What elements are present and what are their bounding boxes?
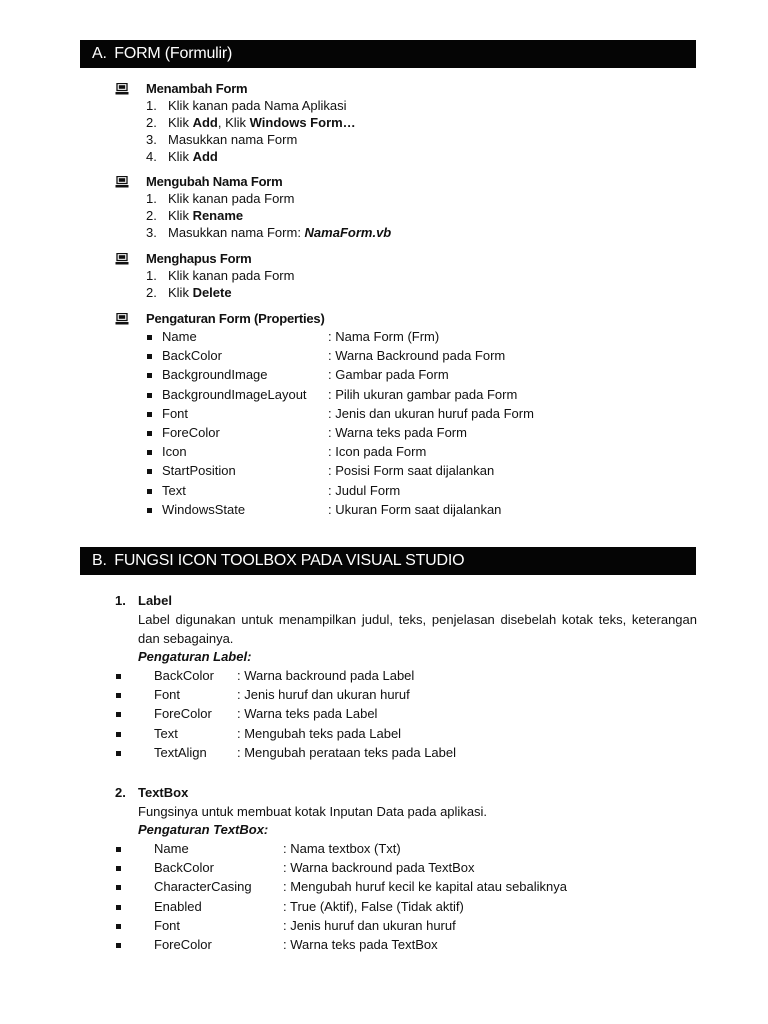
step-item: 4. Klik Add [146, 149, 218, 164]
settings-title: Pengaturan Label: [138, 649, 252, 664]
item-number: 1. [115, 593, 126, 608]
section-b-title: FUNGSI ICON TOOLBOX PADA VISUAL STUDIO [114, 552, 465, 569]
toolbox-item-label [115, 592, 697, 762]
section-a-title: FORM (Formulir) [114, 45, 233, 62]
property-row: BackgroundImageLayout : Pilih ukuran gambar pada Form [115, 385, 715, 404]
group-title: Menghapus Form [146, 251, 252, 266]
computer-icon [115, 176, 129, 188]
property-row: ForeColor : Warna teks pada Form [115, 423, 715, 442]
property-row: WindowsState : Ukuran Form saat dijalankan [115, 500, 715, 519]
toolbox-item-textbox [115, 784, 697, 954]
step-item: 3. Masukkan nama Form: NamaForm.vb [146, 225, 392, 240]
property-row: Font : Jenis huruf dan ukuran huruf [115, 685, 697, 704]
group-title: Pengaturan Form (Properties) [146, 311, 325, 326]
property-row: BackgroundImage : Gambar pada Form [115, 365, 715, 384]
form-properties-list [115, 327, 715, 519]
property-row: BackColor : Warna backround pada TextBox [115, 858, 697, 877]
group-mengubah-nama-form [115, 173, 715, 241]
textbox-properties-list [115, 839, 697, 954]
computer-icon [115, 253, 129, 265]
property-row: Text : Mengubah teks pada Label [115, 724, 697, 743]
group-title: Mengubah Nama Form [146, 174, 283, 189]
property-row: BackColor : Warna Backround pada Form [115, 346, 715, 365]
step-item: 2. Klik Add, Klik Windows Form… [146, 115, 356, 130]
group-title: Menambah Form [146, 81, 248, 96]
group-menghapus-form [115, 250, 715, 301]
property-row: Name : Nama textbox (Txt) [115, 839, 697, 858]
property-row: Font : Jenis dan ukuran huruf pada Form [115, 404, 715, 423]
property-row: CharacterCasing : Mengubah huruf kecil ke kapital atau sebaliknya [115, 877, 697, 896]
computer-icon [115, 83, 129, 95]
label-properties-list [115, 666, 697, 762]
step-item: 2. Klik Delete [146, 285, 232, 300]
property-row: Name : Nama Form (Frm) [115, 327, 715, 346]
property-row: BackColor : Warna backround pada Label [115, 666, 697, 685]
item-number: 2. [115, 785, 126, 800]
property-row: Text : Judul Form [115, 481, 715, 500]
item-title: Label [138, 593, 172, 608]
section-a-header [80, 40, 696, 68]
step-item: 1. Klik kanan pada Form [146, 268, 295, 283]
property-row: Icon : Icon pada Form [115, 442, 715, 461]
item-description: Fungsinya untuk membuat kotak Inputan Data pada aplikasi. [138, 804, 488, 819]
property-row: TextAlign : Mengubah perataan teks pada Label [115, 743, 697, 762]
item-description: Label digunakan untuk menampilkan judul, teks, penjelasan disebelah kotak teks, keterangan dan sebagainya. [138, 612, 697, 646]
section-b-number: B. [92, 552, 107, 569]
item-title: TextBox [138, 785, 189, 800]
section-a-number: A. [92, 45, 107, 62]
step-item: 1. Klik kanan pada Nama Aplikasi [146, 98, 347, 113]
group-menambah-form [115, 80, 715, 165]
property-row: Font : Jenis huruf dan ukuran huruf [115, 916, 697, 935]
property-row: ForeColor : Warna teks pada Label [115, 704, 697, 723]
step-item: 1. Klik kanan pada Form [146, 191, 295, 206]
computer-icon [115, 313, 129, 325]
step-item: 2. Klik Rename [146, 208, 244, 223]
property-row: StartPosition : Posisi Form saat dijalankan [115, 461, 715, 480]
settings-title: Pengaturan TextBox: [138, 822, 269, 837]
group-pengaturan-form [115, 310, 715, 519]
step-item: 3. Masukkan nama Form [146, 132, 298, 147]
property-row: Enabled : True (Aktif), False (Tidak aktif) [115, 897, 697, 916]
section-b-header [80, 547, 696, 575]
property-row: ForeColor : Warna teks pada TextBox [115, 935, 697, 954]
